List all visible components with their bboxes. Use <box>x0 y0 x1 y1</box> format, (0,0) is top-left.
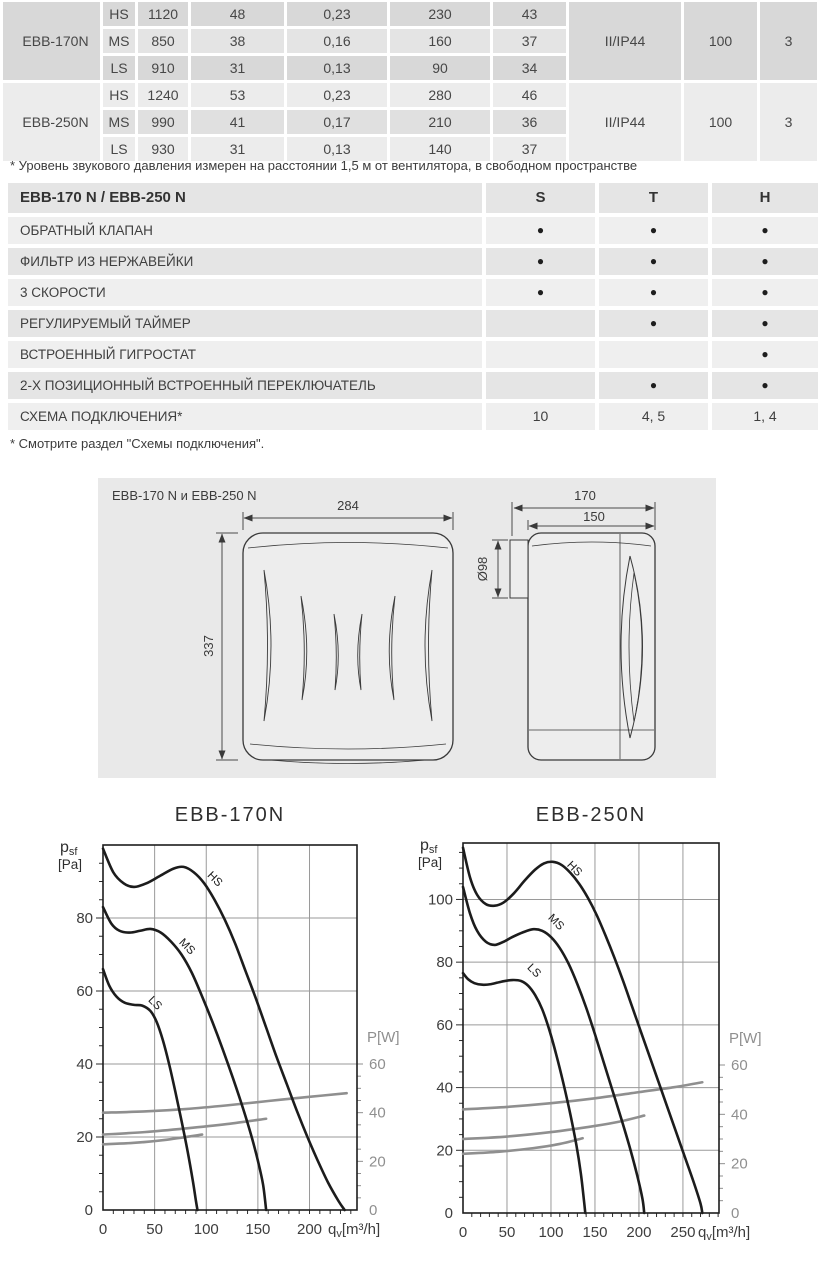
y-tick-label: 20 <box>436 1142 453 1160</box>
feature-dot: ● <box>599 372 708 399</box>
spec-cell: 910 <box>138 56 188 80</box>
feature-dot: ● <box>486 248 595 275</box>
dim-height-label: 337 <box>201 635 216 657</box>
curve-ms <box>463 887 644 1213</box>
p-tick-label: 60 <box>731 1057 748 1074</box>
y-tick-label: 100 <box>427 891 453 909</box>
feature-dot: ● <box>599 248 708 275</box>
scheme-value: 1, 4 <box>712 403 818 430</box>
chart-ebb-170n <box>40 795 420 1275</box>
x-tick-label: 200 <box>296 1221 323 1238</box>
footnote-schemes: * Смотрите раздел "Схемы подключения". <box>10 436 265 451</box>
column-header-t: T <box>599 183 708 213</box>
spec-cell: 0,13 <box>287 137 387 161</box>
scheme-value: 10 <box>486 403 595 430</box>
x-tick-label: 50 <box>146 1221 163 1238</box>
feature-dot: ● <box>599 217 708 244</box>
y-tick-label: 0 <box>444 1205 453 1222</box>
y-axis-unit: [Pa] <box>418 855 443 870</box>
spec-cell: 280 <box>390 83 490 107</box>
x-tick-label: 50 <box>498 1224 516 1241</box>
feature-row <box>8 372 818 399</box>
spec-cell: 3 <box>760 83 817 161</box>
curve-hs <box>103 849 345 1210</box>
spec-table <box>0 0 820 164</box>
feature-dot <box>486 372 595 399</box>
feature-dot: ● <box>712 217 818 244</box>
y-tick-label: 80 <box>436 954 453 972</box>
feature-table-title: EBB-170 N / EBB-250 N <box>8 183 482 213</box>
speed-cell: MS <box>103 110 135 134</box>
spec-cell: 41 <box>191 110 284 134</box>
spec-cell: 140 <box>390 137 490 161</box>
fan-side-view <box>510 533 655 760</box>
speed-cell: LS <box>103 56 135 80</box>
feature-label: 2-Х ПОЗИЦИОННЫЙ ВСТРОЕННЫЙ ПЕРЕКЛЮЧАТЕЛЬ <box>8 372 482 399</box>
spec-cell: 850 <box>138 29 188 53</box>
spec-cell: 90 <box>390 56 490 80</box>
spec-cell: 0,13 <box>287 56 387 80</box>
x-tick-label: 150 <box>245 1221 271 1238</box>
chart-title: EBB-170N <box>174 804 286 826</box>
power-curve-p-hs <box>103 1093 347 1112</box>
feature-dot: ● <box>712 372 818 399</box>
p-tick-label: 0 <box>731 1205 740 1222</box>
feature-row <box>8 279 818 306</box>
dim-width-label: 284 <box>337 498 359 513</box>
feature-dot: ● <box>712 248 818 275</box>
spec-cell: 43 <box>493 2 566 26</box>
spec-cell: 1240 <box>138 83 188 107</box>
feature-row <box>8 341 818 368</box>
feature-dot: ● <box>712 341 818 368</box>
spec-cell: 31 <box>191 137 284 161</box>
fan-front-view <box>243 533 453 764</box>
y-tick-label: 20 <box>76 1129 93 1146</box>
scheme-value: 4, 5 <box>599 403 708 430</box>
spec-cell: 930 <box>138 137 188 161</box>
y-tick-label: 0 <box>84 1202 93 1219</box>
speed-cell: HS <box>103 2 135 26</box>
feature-row <box>8 403 818 430</box>
curve-label-hs: HS <box>564 859 585 879</box>
speed-cell: LS <box>103 137 135 161</box>
feature-dot <box>486 341 595 368</box>
column-header-h: H <box>712 183 818 213</box>
spec-cell: 160 <box>390 29 490 53</box>
feature-label: ВСТРОЕННЫЙ ГИГРОСТАТ <box>8 341 482 368</box>
chart-ebb-250n <box>400 795 784 1275</box>
footnote-sound-level: * Уровень звукового давления измерен на расстоянии 1,5 м от вентилятора, в свободном пространстве <box>10 158 638 173</box>
dim-depth-inner-label: 150 <box>583 509 605 524</box>
spec-cell: 34 <box>493 56 566 80</box>
feature-dot: ● <box>599 279 708 306</box>
x-tick-label: 150 <box>582 1224 608 1241</box>
model-cell: EBB-170N <box>3 2 100 80</box>
speed-cell: MS <box>103 29 135 53</box>
y-axis-unit: [Pa] <box>58 857 83 872</box>
spec-cell: 1120 <box>138 2 188 26</box>
p-axis-label: P[W] <box>729 1030 762 1047</box>
p-tick-label: 0 <box>369 1202 378 1219</box>
chart-title: EBB-250N <box>535 804 647 826</box>
x-tick-label: 0 <box>98 1221 108 1238</box>
spec-cell: 31 <box>191 56 284 80</box>
spec-cell: 230 <box>390 2 490 26</box>
spec-cell: 100 <box>684 83 757 161</box>
feature-dot: ● <box>486 217 595 244</box>
spec-cell: 0,17 <box>287 110 387 134</box>
power-curve-p-ms <box>463 1116 644 1139</box>
feature-table-header <box>8 183 818 213</box>
model-cell: EBB-250N <box>3 83 100 161</box>
drawing-title: EBB-170 N и EBB-250 N <box>112 488 257 503</box>
p-tick-label: 40 <box>369 1104 386 1122</box>
plot-frame <box>463 843 719 1213</box>
y-tick-label: 80 <box>76 910 93 927</box>
plot-frame <box>103 845 357 1210</box>
y-axis-label: psf <box>60 839 78 858</box>
duct-spigot <box>510 540 528 598</box>
spec-cell: II/IP44 <box>569 2 681 80</box>
p-tick-label: 20 <box>731 1155 748 1173</box>
spec-cell: 38 <box>191 29 284 53</box>
curve-label-ls: LS <box>524 961 543 981</box>
y-tick-label: 40 <box>76 1056 93 1073</box>
table-row <box>3 2 817 26</box>
dim-depth-label: 170 <box>574 488 596 503</box>
feature-dot: ● <box>599 310 708 337</box>
feature-label: 3 СКОРОСТИ <box>8 279 482 306</box>
spec-cell: 0,16 <box>287 29 387 53</box>
speed-cell: HS <box>103 83 135 107</box>
spec-cell: 36 <box>493 110 566 134</box>
table-row <box>3 83 817 107</box>
spec-cell: 210 <box>390 110 490 134</box>
spec-cell: 37 <box>493 29 566 53</box>
feature-label: СХЕМА ПОДКЛЮЧЕНИЯ* <box>8 403 482 430</box>
x-tick-label: 100 <box>538 1224 564 1241</box>
spec-cell: 37 <box>493 137 566 161</box>
spec-cell: 0,23 <box>287 83 387 107</box>
feature-dot: ● <box>712 310 818 337</box>
curve-label-ls: LS <box>145 994 164 1013</box>
p-axis-label: P[W] <box>367 1029 400 1046</box>
feature-row <box>8 217 818 244</box>
feature-dot: ● <box>486 279 595 306</box>
feature-row <box>8 310 818 337</box>
x-tick-label: 250 <box>670 1224 696 1241</box>
spec-cell: 0,23 <box>287 2 387 26</box>
feature-row <box>8 248 818 275</box>
x-axis-label: $q_v[m^3/h]$ <box>698 1224 751 1243</box>
y-axis-label: psf <box>420 837 438 856</box>
y-tick-label: 60 <box>436 1016 453 1034</box>
x-tick-label: 200 <box>626 1224 652 1241</box>
feature-dot <box>599 341 708 368</box>
spec-cell: 53 <box>191 83 284 107</box>
dimension-drawing-panel <box>98 478 716 778</box>
spec-cell: II/IP44 <box>569 83 681 161</box>
spec-cell: 990 <box>138 110 188 134</box>
spec-cell: 100 <box>684 2 757 80</box>
column-header-s: S <box>486 183 595 213</box>
y-tick-label: 60 <box>76 983 93 1000</box>
curve-label-hs: HS <box>204 869 225 890</box>
curve-label-ms: MS <box>545 912 567 933</box>
dim-duct-label: Ø98 <box>475 556 490 582</box>
p-tick-label: 40 <box>731 1106 748 1124</box>
x-tick-label: 0 <box>458 1224 468 1241</box>
curve-label-ms: MS <box>176 936 198 958</box>
feature-dot: ● <box>712 279 818 306</box>
dimension-drawing <box>98 478 716 778</box>
y-tick-label: 40 <box>436 1079 453 1097</box>
feature-dot <box>486 310 595 337</box>
p-tick-label: 20 <box>369 1153 386 1171</box>
spec-cell: 3 <box>760 2 817 80</box>
x-axis-label: $q_v[m^3/h]$ <box>328 1221 381 1240</box>
x-tick-label: 100 <box>193 1221 219 1238</box>
power-curve-p-ls <box>463 1138 583 1154</box>
spec-cell: 46 <box>493 83 566 107</box>
feature-table <box>8 183 818 434</box>
feature-label: ОБРАТНЫЙ КЛАПАН <box>8 217 482 244</box>
curve-ls <box>463 973 585 1213</box>
feature-label: РЕГУЛИРУЕМЫЙ ТАЙМЕР <box>8 310 482 337</box>
spec-cell: 48 <box>191 2 284 26</box>
p-tick-label: 60 <box>369 1056 386 1073</box>
curve-hs <box>463 848 702 1213</box>
feature-label: ФИЛЬТР ИЗ НЕРЖАВЕЙКИ <box>8 248 482 275</box>
